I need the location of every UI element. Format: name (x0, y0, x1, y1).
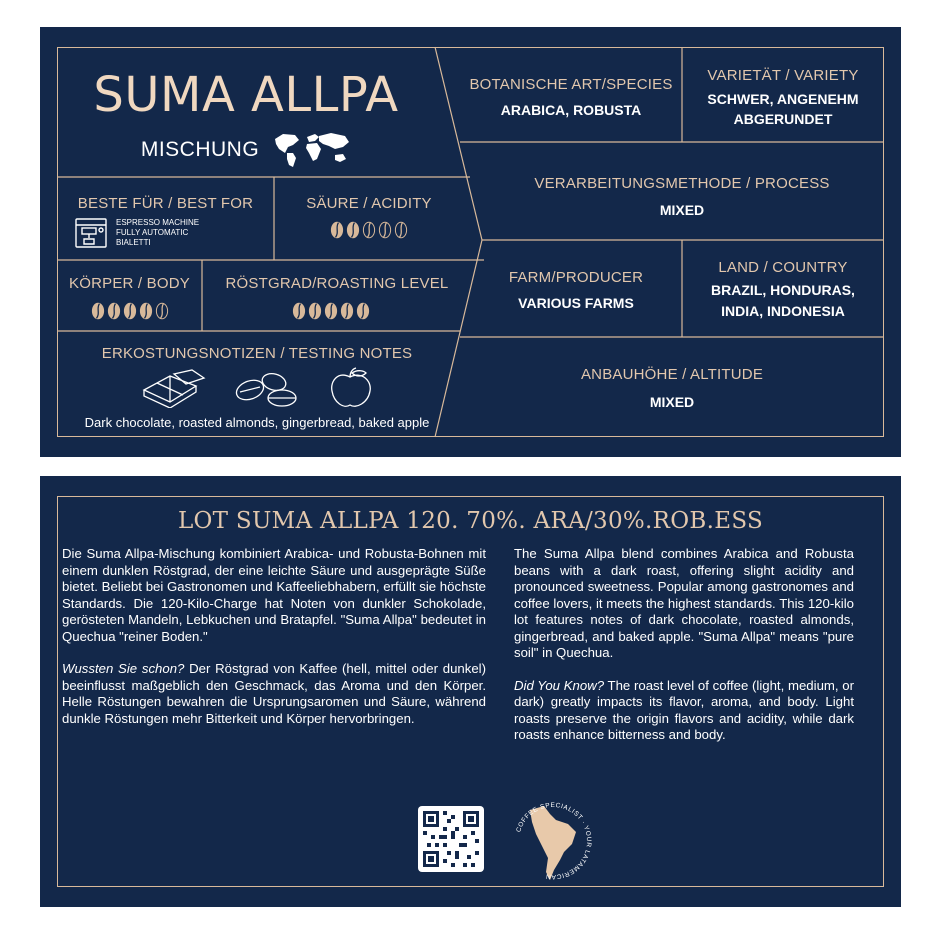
best-for-row (74, 217, 199, 249)
best-for-item: ESPRESSO MACHINE (116, 218, 200, 227)
qr-code-icon[interactable] (418, 806, 484, 872)
badge-text: COFFEE SPECIALIST · YOUR LATAMERICAN (515, 801, 593, 881)
almonds-gingerbread-icon (232, 368, 302, 408)
acidity-label: SÄURE / ACIDITY (306, 195, 432, 212)
lot-title: LOT SUMA ALLPA 120. 70%. ARA/30%.ROB.ESS (177, 508, 764, 534)
coffee-bean-filled-icon (139, 302, 153, 320)
brand-name: SUMA ALLPA (93, 67, 399, 123)
body-label: KÖRPER / BODY (69, 275, 190, 292)
english-paragraph-2 (514, 678, 854, 744)
country-value-2: INDIA, INDONESIA (721, 303, 845, 319)
body-beans (57, 302, 202, 320)
espresso-machine-icon (74, 217, 108, 249)
german-paragraph-2 (62, 661, 486, 727)
front-label (40, 27, 901, 457)
farm-label: FARM/PRODUCER (508, 269, 644, 286)
altitude-label: ANBAUHÖHE / ALTITUDE (580, 366, 764, 383)
latam-badge-icon (510, 798, 596, 884)
chocolate-icon (140, 368, 206, 408)
process-label: VERARBEITUNGSMETHODE / PROCESS (534, 175, 830, 192)
coffee-bean-filled-icon (308, 302, 322, 320)
blend-subtitle: MISCHUNG (140, 138, 260, 161)
coffee-bean-filled-icon (292, 302, 306, 320)
coffee-bean-filled-icon (324, 302, 338, 320)
apple-icon (328, 367, 374, 409)
world-map-icon (273, 131, 351, 169)
german-question: Wussten Sie schon? (62, 661, 185, 676)
coffee-bean-empty-icon (378, 221, 392, 239)
coffee-bean-filled-icon (91, 302, 105, 320)
notes-icons (140, 367, 374, 409)
coffee-bean-empty-icon (362, 221, 376, 239)
english-question: Did You Know? (514, 677, 605, 693)
best-for-item: FULLY AUTOMATIC (116, 228, 189, 237)
english-description (514, 546, 854, 760)
coffee-bean-filled-icon (107, 302, 121, 320)
german-paragraph-1: Die Suma Allpa-Mischung kombiniert Arabica- und Robusta-Bohnen mit einem dunklen Röstgrad, der eine leichte Säure und ausgeprägte Süße bietet. Beliebt bei Gastronomen und Kaffeeliebhabern, erfüllt sie höchste Standards. Die 120-Kilo-Charge hat Noten von dunkler Schokolade, gerösteten Mandeln, Lebkuchen und Bratapfel. "Suma Allpa" bedeutet in Quechua "reiner Boden." (62, 546, 486, 644)
notes-label: ERKOSTUNGSNOTIZEN / TESTING NOTES (101, 345, 413, 362)
acidity-beans (274, 221, 464, 239)
variety-value-1: SCHWER, ANGENEHM (707, 91, 859, 107)
country-label: LAND / COUNTRY (718, 259, 848, 276)
altitude-value: MIXED (649, 394, 695, 410)
coffee-bean-filled-icon (123, 302, 137, 320)
subtitle-row (57, 131, 435, 169)
coffee-bean-empty-icon (394, 221, 408, 239)
country-value-1: BRAZIL, HONDURAS, (711, 282, 855, 298)
english-paragraph-1: The Suma Allpa blend combines Arabica and Robusta beans with a dark roast, offering slight acidity and pronounced sweetness. Popular among gastronomes and coffee lovers, it meets the highest standards. This 120-kilo lot features notes of dark chocolate, roasted almonds, gingerbread, and baked apple. "Suma Allpa" means "pure soil" in Quechua. (514, 546, 854, 660)
best-for-item: BIALETTI (116, 238, 151, 247)
variety-value-2: ABGERUNDET (733, 111, 833, 127)
coffee-bean-empty-icon (155, 302, 169, 320)
best-for-label: BESTE FÜR / BEST FOR (77, 195, 254, 212)
notes-text: Dark chocolate, roasted almonds, gingerbread, baked apple (84, 415, 430, 430)
back-label (40, 476, 901, 907)
english-fact: The roast level of coffee (light, medium, or dark) greatly impacts its flavor, aroma, and body. Light roasts preserve the origin flavors and acidity, while dark roasts enhance bitterness and body. (514, 677, 854, 742)
coffee-bean-filled-icon (356, 302, 370, 320)
process-value: MIXED (659, 202, 705, 218)
variety-label: VARIETÄT / VARIETY (707, 67, 859, 84)
german-description (62, 546, 486, 743)
best-for-items (116, 218, 199, 248)
coffee-bean-filled-icon (330, 221, 344, 239)
farm-value: VARIOUS FARMS (518, 295, 634, 311)
coffee-bean-filled-icon (346, 221, 360, 239)
german-fact: Der Röstgrad von Kaffee (hell, mittel oder dunkel) beeinflusst maßgeblich den Geschmack, das Aroma und den Körper. Helle Röstungen bewahren die Ursprungsaromen und Säure, während dunkle Röstungen mehr Bitterkeit und Körper hervorbringen. (62, 661, 486, 726)
roast-label: RÖSTGRAD/ROASTING LEVEL (225, 275, 449, 292)
coffee-bean-filled-icon (340, 302, 354, 320)
roast-beans (202, 302, 460, 320)
species-label: BOTANISCHE ART/SPECIES (469, 76, 673, 93)
species-value: ARABICA, ROBUSTA (500, 102, 642, 118)
